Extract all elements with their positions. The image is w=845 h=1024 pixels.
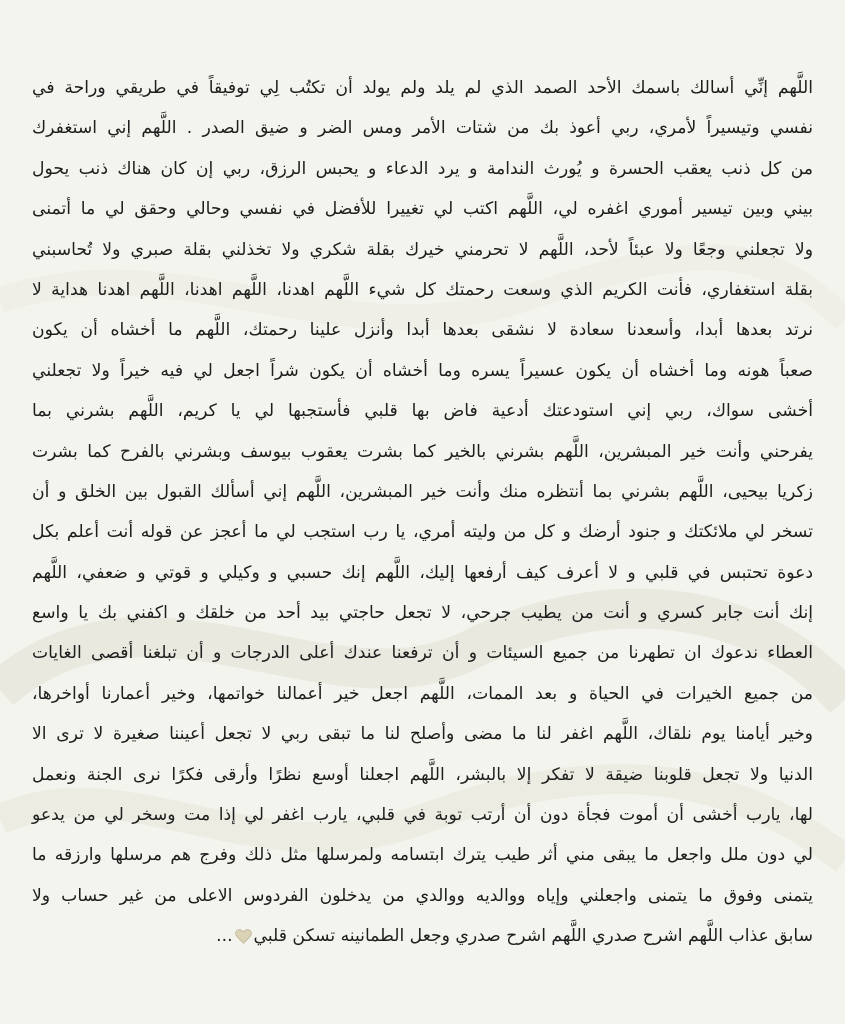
final-line-text: سابق عذاب اللَّهم اشرح صدري اللَّهم اشرح صدري وجعل الطمانينه تسكن قلبي: [253, 926, 813, 947]
text-line: من كل ذنب يعقب الحسرة و يُورث الندامة و يرد الدعاء و يحبس الرزق، ربي إن كان هناك ذنب يحول: [32, 158, 813, 179]
trailing-ellipsis: ...: [216, 926, 233, 947]
text-line: العطاء ندعوك ان تطهرنا من جميع السيئات و أن ترفعنا عندك أعلى الدرجات و أن تبلغنا أقصى الغايات: [32, 643, 813, 664]
text-line: زكريا بيحيى، اللَّهم بشرني بما أنتظره منك وأنت خير المبشرين، اللَّهم إني أسألك القبول بين الخلق و أن: [32, 481, 813, 502]
text-line: نفسي وتيسيراً لأمري، ربي أعوذ بك من شتات الأمر ومس الضر و ضيق الصدر . اللَّهم إني استغفرك: [32, 118, 813, 139]
supplication-text: [32, 68, 813, 957]
text-line: ولا تجعلني وجعًا ولا عبئاً لأحد، اللَّهم لا تحرمني خيرك بقلة شكري ولا تخذلني بقلة صبري ولا تُحاسبني: [32, 239, 813, 260]
text-line: إنك أنت جابر كسري و أنت من يطيب جرحي، لا تجعل حاجتي بيد أحد من خلقك و اكفني بك يا واسع: [32, 603, 813, 624]
text-line-final: [32, 916, 813, 956]
text-line: نرتد بعدها أبدا، وأسعدنا سعادة لا نشقى بعدها أبدا وأنزل علينا رحمتك، اللَّهم ما أخشاه أن يكون: [32, 320, 813, 341]
text-line: صعباً هونه وما أخشاه أن يكون عسيراً يسره وما أخشاه أن يكون شراً اجعل لي فيه خيراً ولا تجعلني: [32, 360, 813, 381]
text-line: يتمنى وفوق ما يتمنى واجعلني وإياه ووالديه ووالدي من يدخلون الفردوس الاعلى من غير حساب ولا: [32, 885, 813, 906]
text-line: تسخر لي ملائكتك و جنود أرضك و كل من وليته أمري، يا رب استجب لي ما أعجز عن قوله أنت أعلم بكل: [32, 522, 813, 543]
text-line: بيني وبين تيسير أموري اغفره لي، اللَّهم اكتب لي تغييرا للأفضل في نفسي وحالي وحقق لي ما أتمنى: [32, 199, 813, 220]
text-line: دعوة تحتبس في قلبي و لا أعرف كيف أرفعها إليك، اللَّهم إنك حسبي و وكيلي و قوتي و ضعفي، اللَّهم: [32, 562, 813, 583]
text-line: أخشى سواك، ربي إني استودعتك أدعية فاض بها قلبي فأستجبها لي يا كريم، اللَّهم بشرني بما: [32, 401, 813, 422]
text-line: لي دون ملل واجعل ما يبقى مني أثر طيب يترك ابتسامه ولمرسلها مثل ذلك وفرج هم مرسلها وارزقه ما: [32, 845, 813, 866]
text-line: الدنيا ولا تجعل قلوبنا ضيقة لا تفكر إلا بالبشر، اللَّهم اجعلنا أوسع نظرًا وأرقى فكرًا نرى الجنة ونعمل: [32, 764, 813, 785]
text-line: من جميع الخيرات في الحياة و بعد الممات، اللَّهم اجعل خير أعمالنا خواتمها، وخير أعمارنا أواخرها،: [32, 683, 813, 704]
text-line: اللَّهم إنِّي أسالك باسمك الأحد الصمد الذي لم يلد ولم يولد أن تكتُب لِي توفيقاً في طريقي وراحة في: [32, 78, 813, 98]
text-line: يفرحني وأنت خير المبشرين، اللَّهم بشرني بالخير كما بشرت يعقوب بيوسف وبشرني بالفرح كما بشرت: [32, 441, 813, 462]
heart-icon: [235, 929, 252, 944]
text-line: لها، يارب أخشى أن أموت فجأة دون أن أرتب توبة في قلبي، يارب اغفر لي إذا مت وسخر لي من يدعو: [32, 805, 813, 826]
text-line: بقلة استغفاري، فأنت الكريم الذي وسعت رحمتك كل شيء اللَّهم اهدنا، اللَّهم اهدنا، اللَّهم اهدنا هداية لا: [32, 279, 813, 300]
text-line: وخير أيامنا يوم نلقاك، اللَّهم اغفر لنا ما مضى وأصلح لنا ما تبقى ربي لا تجعل أعيننا صغيرة لا ترى الا: [32, 724, 813, 745]
